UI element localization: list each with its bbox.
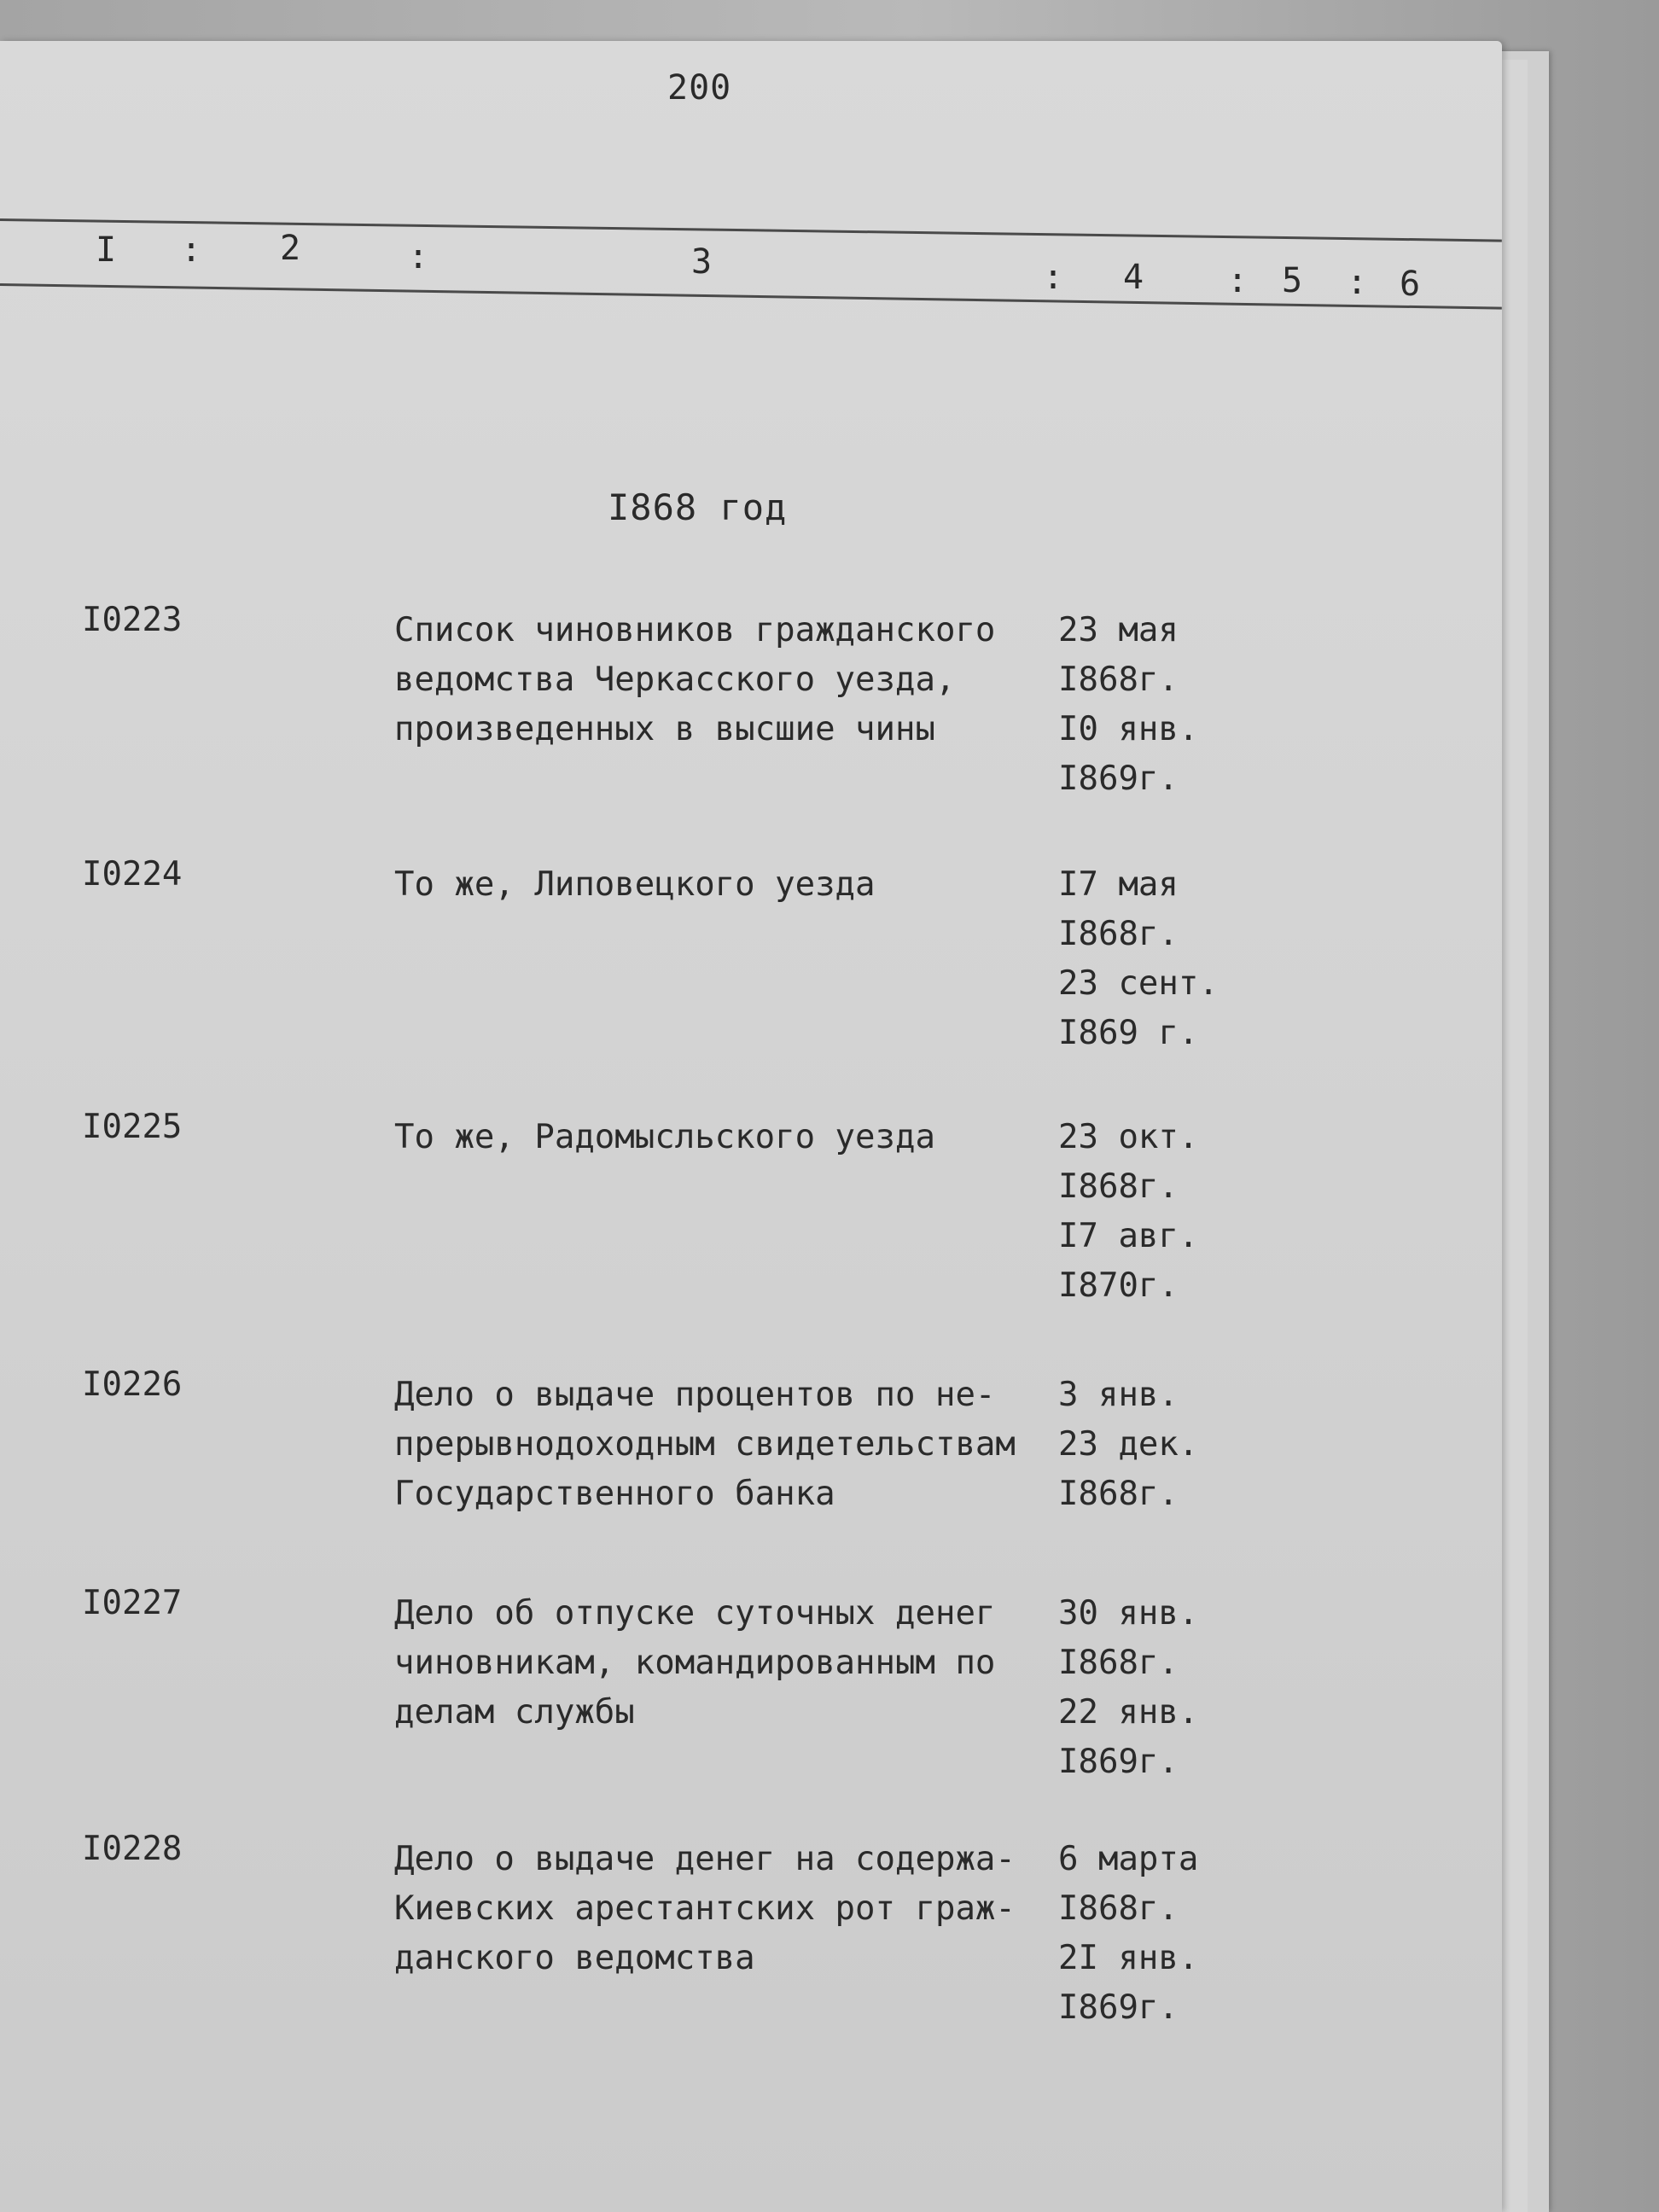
entry-dates: [1058, 1589, 1280, 1787]
date-line: 23 окт.: [1058, 1118, 1199, 1156]
description-line: прерывнодоходным свидетельствам: [394, 1425, 1016, 1464]
date-line: I868г.: [1058, 1475, 1179, 1513]
date-line: 3 янв.: [1058, 1376, 1179, 1414]
column-header: 3: [691, 242, 713, 282]
description-line: данского ведомства: [394, 1939, 755, 1977]
column-header: 5: [1282, 261, 1303, 300]
date-line: 22 янв.: [1058, 1693, 1199, 1732]
entry-number: I0226: [82, 1365, 183, 1404]
entry-dates: [1058, 1371, 1280, 1519]
entry-dates: [1058, 1113, 1280, 1311]
date-line: 6 марта: [1058, 1840, 1199, 1878]
date-line: I868г.: [1058, 1889, 1179, 1928]
date-line: 23 дек.: [1058, 1425, 1199, 1464]
description-line: произведенных в высшие чины: [394, 710, 935, 748]
date-line: I868г.: [1058, 915, 1179, 953]
description-line: ведомства Черкасского уезда,: [394, 661, 956, 699]
date-line: 23 сент.: [1058, 964, 1219, 1003]
description-line: Дело о выдаче денег на содержа-: [394, 1840, 1016, 1878]
entry-number: I0224: [82, 855, 183, 894]
column-separator: :: [1043, 258, 1064, 297]
date-line: I869г.: [1058, 1743, 1179, 1781]
entry-description: [394, 1113, 1060, 1162]
entry-dates: [1058, 606, 1280, 804]
column-separator: :: [1347, 263, 1368, 302]
description-line: делам службы: [394, 1693, 635, 1732]
column-separator: :: [181, 230, 202, 270]
date-line: 30 янв.: [1058, 1594, 1199, 1633]
entry-number: I0223: [82, 601, 183, 639]
entry-number: I0225: [82, 1108, 183, 1146]
column-header: 2: [280, 229, 301, 268]
entry-dates: [1058, 860, 1280, 1058]
description-line: То же, Липовецкого уезда: [394, 865, 876, 904]
date-line: I870г.: [1058, 1266, 1179, 1305]
column-separator: :: [1227, 261, 1249, 300]
page-number: 200: [667, 68, 732, 108]
description-line: То же, Радомысльского уезда: [394, 1118, 935, 1156]
date-line: I869г.: [1058, 760, 1179, 798]
year-heading: I868 год: [608, 486, 788, 528]
description-line: Государственного банка: [394, 1475, 835, 1513]
date-line: I0 янв.: [1058, 710, 1199, 748]
date-line: I7 авг.: [1058, 1217, 1199, 1255]
entry-description: [394, 1835, 1060, 1983]
entry-number: I0227: [82, 1584, 183, 1622]
date-line: I868г.: [1058, 1644, 1179, 1682]
description-line: чиновникам, командированным по: [394, 1644, 996, 1682]
entry-dates: [1058, 1835, 1280, 2033]
description-line: Дело об отпуске суточных денег: [394, 1594, 996, 1633]
description-line: Дело о выдаче процентов по не-: [394, 1376, 996, 1414]
column-header: I: [96, 230, 117, 270]
date-line: I868г.: [1058, 1167, 1179, 1206]
date-line: 2I янв.: [1058, 1939, 1199, 1977]
entry-number: I0228: [82, 1830, 183, 1868]
description-line: Киевских арестантских рот граж-: [394, 1889, 1016, 1928]
date-line: I7 мая: [1058, 865, 1179, 904]
entry-description: [394, 860, 1060, 910]
date-line: 23 мая: [1058, 611, 1179, 649]
date-line: I869г.: [1058, 1988, 1179, 2027]
date-line: I868г.: [1058, 661, 1179, 699]
column-header: 6: [1400, 265, 1421, 304]
entry-description: [394, 1371, 1060, 1519]
entry-description: [394, 1589, 1060, 1738]
description-line: Список чиновников гражданского: [394, 611, 996, 649]
date-line: I869 г.: [1058, 1014, 1199, 1052]
column-separator: :: [408, 237, 429, 276]
entry-description: [394, 606, 1060, 754]
column-header: 4: [1123, 258, 1144, 297]
